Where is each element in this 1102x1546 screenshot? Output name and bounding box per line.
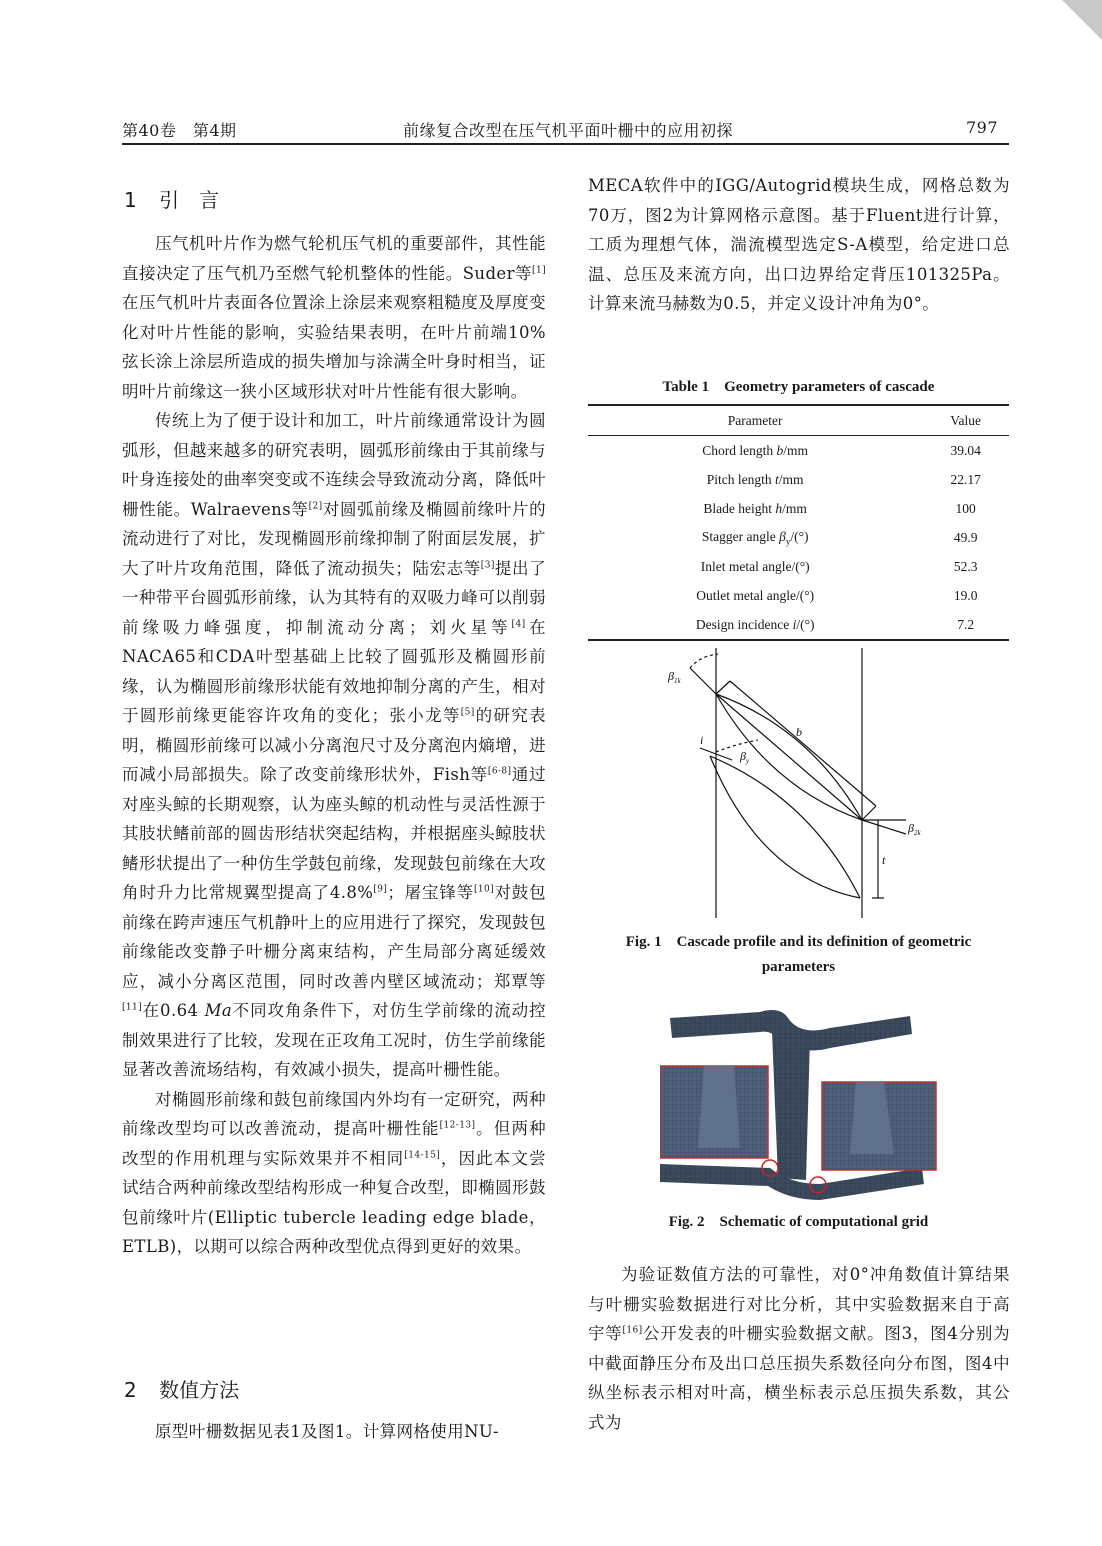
paragraph-6: 为验证数值方法的可靠性，对0°冲角数值计算结果与叶栅实验数据进行对比分析，其中实验数据来自于高宇等[16]公开发表的叶栅实验数据文献。图3，图4分别为中截面静压分布及出口总压损失系数径向分布图，图4中纵坐标表示相对叶高，横坐标表示总压损失系数，其公式为 [588,1265,1010,1432]
figure-2-caption: Fig. 2 Schematic of computational grid [668,1214,929,1230]
table-row: Pitch length t/mm 22.17 [706,471,981,487]
citation: [4] [511,619,526,629]
table-1 [588,404,1009,641]
section-2-title: 数值方法 [159,1378,240,1402]
label-incidence-i: i [700,733,704,747]
figure-1-cascade-diagram [660,648,960,920]
paragraph-5: MECA软件中的IGG/Autogrid模块生成，网格总数为70万，图2为计算网格示意图。基于Fluent进行计算，工质为理想气体，湍流模型选定S-A模型，给定进口总温、总压及来流方向，出口边界给定背压101325Pa。计算来流马赫数为0.5，并定义设计冲角为0°。 [588,176,1010,313]
figure-1-caption: Fig. 1 Cascade profile and its definition of geometric parameters [625,934,972,975]
header-title: 前缘复合改型在压气机平面叶栅中的应用初探 [403,121,734,140]
chord-line [716,694,862,820]
citation: [12-13] [439,1120,476,1131]
paragraph-2: 传统上为了便于设计和加工，叶片前缘通常设计为圆弧形，但越来越多的研究表明，圆弧形前缘由于其前缘与叶身连接处的曲率突变或不连续会导致流动分离，降低叶栅性能。Walraevens等[2]对圆弧前缘及椭圆前缘叶片的流动进行了对比，发现椭圆形前缘抑制了附面层发展，扩大了叶片攻角范围，降低了流动损失；陆宏志等[3]提出了一种带平台圆弧形前缘，认为其特有的双吸力峰可以削弱前缘吸力峰强度，抑制流动分离；刘火星等[4]在NACA65和CDA叶型基础上比较了圆弧形及椭圆形前缘，认为椭圆形前缘形状能有效地抑制分离的产生，相对于圆形前缘更能容许攻角的变化；张小龙等[5]的研究表明，椭圆形前缘可以减小分离泡尺寸及分离泡内熵增，进而减小局部损失。除了改变前缘形状外，Fish等[6-8]通过对座头鲸的长期观察，认为座头鲸的机动性与灵活性源于其肢状鳍前部的圆齿形结状突起结构，并根据座头鲸肢状鳍形状提出了一种仿生学鼓包前缘，发现鼓包前缘在大攻角时升力比常规翼型提高了4.8%[9]；屠宝锋等[10]对鼓包前缘在跨声速压气机静叶上的应用进行了探究，发现鼓包前缘能改变静子叶栅分离束结构，产生局部分离延缓效应，减小分离区范围，同时改善内壁区域流动；郑覃等[11]在0.64 Ma不同攻角条件下，对仿生学前缘的流动控制效果进行了比较，发现在正攻角工况时，仿生学前缘能显著改善流场结构，有效减小损失，提高叶栅性能。 [122,411,547,1079]
chord-tick-end [862,806,876,820]
page-corner-fold [1062,0,1102,40]
blade-surface [772,1032,810,1180]
section-1-heading [124,184,219,213]
label-pitch-t: t [882,853,886,867]
citation: [9] [373,884,388,895]
section-1-number: 1 [124,188,137,212]
stagger-angle-arc [716,740,758,752]
citation: [11] [122,1002,143,1013]
header-rule [122,143,1009,145]
section-2-number: 2 [124,1378,137,1402]
header-volume: 第40卷 第4期 [122,121,237,140]
chord-dimension-line [730,681,876,806]
figure-2-computational-grid [660,1008,950,1200]
paragraph-4: 原型叶栅数据见表1及图1。计算网格使用NU- [155,1422,499,1441]
label-beta-1k: $\beta_{1k}$ [668,669,681,685]
table-1-caption: Table 1 Geometry parameters of cascade [662,379,935,395]
left-column-tail [122,1417,546,1447]
citation: [2] [308,501,323,511]
citation: [6-8] [487,766,512,777]
table-row: Inlet metal angle/(°) 52.3 [700,558,978,574]
citation: [1] [532,265,546,275]
label-beta-2k: $\beta_{2k}$ [908,821,921,837]
right-column-bottom [588,1260,1010,1437]
table-row: Design incidence i/(°) 7.2 [588,610,1009,640]
label-chord-b: b [796,725,802,739]
left-inset-blade [698,1066,740,1148]
paragraph-1: 压气机叶片作为燃气轮机压气机的重要部件，其性能直接决定了压气机乃至燃气轮机整体的性能。Suder等[1]在压气机叶片表面各位置涂上涂层来观察粗糙度及厚度变化对叶片性能的影响，实验结果表明，在叶片前端10%弦长涂上涂层所造成的损失增加与涂满全叶身时相当，证明叶片前缘这一狭小区域形状对叶片性能有很大影响。 [122,234,546,401]
inlet-angle-arc [690,654,718,668]
table-row: Outlet metal angle/(°) 19.0 [696,587,978,603]
citation: [14-15] [404,1150,441,1160]
table-header-row [588,405,1009,436]
label-beta-y: $\beta_y$ [740,749,750,765]
inlet-flow-line [690,668,716,694]
citation: [10] [473,884,495,895]
section-1-title: 引 言 [159,188,220,212]
header-page-number: 797 [966,118,999,137]
column-header-value: Value [950,412,982,428]
citation: [3] [480,560,495,570]
table-row: Chord length b/mm 39.04 [702,442,981,458]
chord-tick-start [716,681,730,694]
left-column-body [122,229,546,1262]
paragraph-3: 对椭圆形前缘和鼓包前缘国内外均有一定研究，两种前缘改型均可以改善流动，提高叶栅性能[12-13]。但两种改型的作用机理与实际效果并不相同[14-15]，因此本文尝试结合两种前缘改型结构形成一种复合改型，即椭圆形鼓包前缘叶片(Elliptic tubercle leading edge blade，ETLB)，以期可以综合两种改型优点得到更好的效果。 [122,1089,546,1256]
citation: [5] [460,707,475,718]
mach-symbol: Ma [204,1001,233,1020]
table-row: Blade height h/mm 100 [703,500,976,516]
section-2-heading [124,1374,239,1403]
outlet-flow-line [862,820,906,834]
table-row: Stagger angle $\beta_y/(^\circ)$ 49.9 [701,528,978,547]
column-header-parameter: Parameter [727,412,783,428]
right-column-top [588,171,1010,319]
citation: [16] [622,1325,643,1336]
